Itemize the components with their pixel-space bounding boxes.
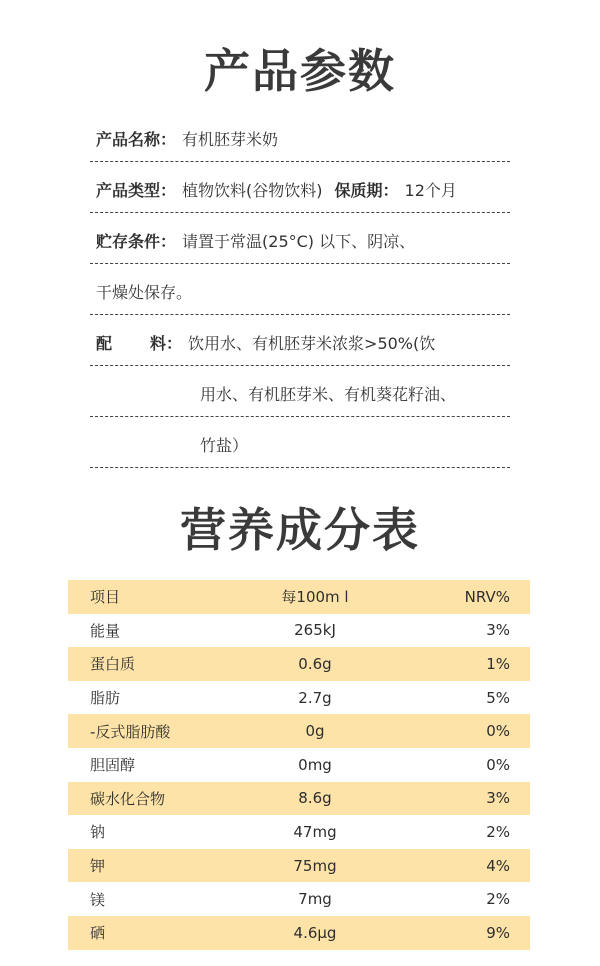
table-row	[68, 782, 530, 816]
param-value: 有机胚芽米奶	[182, 129, 279, 149]
column-header-nrv: NRV%	[464, 587, 510, 606]
param-value: 12个月	[404, 180, 457, 200]
nutrient-name: 能量	[90, 621, 121, 640]
param-row-storage	[90, 217, 510, 264]
param-value: 用水、有机胚芽米、有机葵花籽油、	[200, 384, 457, 404]
nutrient-amount: 75mg	[293, 856, 337, 875]
param-label: 配 料：	[96, 333, 183, 353]
nutrient-name: 蛋白质	[90, 655, 136, 674]
nutrient-nrv: 3%	[486, 621, 510, 640]
section-title-nutrition: 营养成分表	[180, 503, 420, 557]
nutrition-table	[68, 580, 530, 950]
nutrition-header-row	[68, 580, 530, 614]
nutrient-nrv: 1%	[486, 654, 510, 673]
nutrient-amount: 0mg	[298, 755, 332, 774]
nutrient-amount: 7mg	[298, 890, 332, 909]
table-row	[68, 681, 530, 715]
table-row	[68, 815, 530, 849]
nutrient-name: 胆固醇	[90, 756, 136, 775]
nutrient-nrv: 0%	[486, 755, 510, 774]
param-value: 竹盐）	[200, 435, 249, 455]
nutrient-nrv: 4%	[486, 856, 510, 875]
param-row-ingredients-cont	[90, 421, 510, 468]
nutrient-name: 钠	[90, 823, 106, 842]
nutrient-amount: 2.7g	[298, 688, 332, 707]
param-row-storage-cont	[90, 268, 510, 315]
nutrient-nrv: 2%	[486, 822, 510, 841]
param-label: 贮存条件：	[96, 231, 177, 251]
nutrient-nrv: 2%	[486, 890, 510, 909]
nutrient-name: 碳水化合物	[90, 789, 166, 808]
param-row-ingredients-cont	[90, 370, 510, 417]
nutrient-amount: 4.6μg	[293, 923, 337, 942]
column-header-per100ml: 每100m l	[281, 588, 349, 607]
param-label: 产品类型：	[96, 180, 177, 200]
table-row	[68, 748, 530, 782]
nutrient-nrv: 0%	[486, 722, 510, 741]
table-row	[68, 882, 530, 916]
nutrient-name: 镁	[90, 890, 106, 909]
param-row-name	[90, 115, 510, 162]
param-label: 产品名称：	[96, 129, 177, 149]
nutrient-nrv: 9%	[486, 923, 510, 942]
table-row	[68, 714, 530, 748]
section-title-product-params: 产品参数	[204, 44, 396, 98]
table-row	[68, 614, 530, 648]
column-header-item: 项目	[90, 588, 121, 607]
nutrient-nrv: 5%	[486, 688, 510, 707]
nutrient-name: 脂肪	[90, 689, 121, 708]
param-value: 请置于常温(25°C) 以下、阴凉、	[182, 231, 416, 251]
param-value: 饮用水、有机胚芽米浓浆>50%(饮	[188, 333, 436, 353]
nutrient-amount: 265kJ	[294, 621, 336, 640]
product-params-list	[90, 115, 510, 468]
nutrient-amount: 0.6g	[298, 654, 332, 673]
nutrient-amount: 47mg	[293, 822, 337, 841]
nutrient-name: 硒	[90, 924, 106, 943]
param-row-ingredients	[90, 319, 510, 366]
nutrient-amount: 8.6g	[298, 789, 332, 808]
table-row	[68, 849, 530, 883]
table-row	[68, 916, 530, 950]
nutrient-amount: 0g	[305, 722, 325, 741]
nutrient-name: -反式脂肪酸	[90, 722, 171, 741]
nutrient-nrv: 3%	[486, 789, 510, 808]
param-value: 植物饮料(谷物饮料)	[182, 180, 323, 200]
param-row-type	[90, 166, 510, 213]
param-value: 干燥处保存。	[96, 282, 193, 302]
param-label: 保质期：	[334, 180, 399, 200]
nutrient-name: 钾	[90, 857, 106, 876]
table-row	[68, 647, 530, 681]
